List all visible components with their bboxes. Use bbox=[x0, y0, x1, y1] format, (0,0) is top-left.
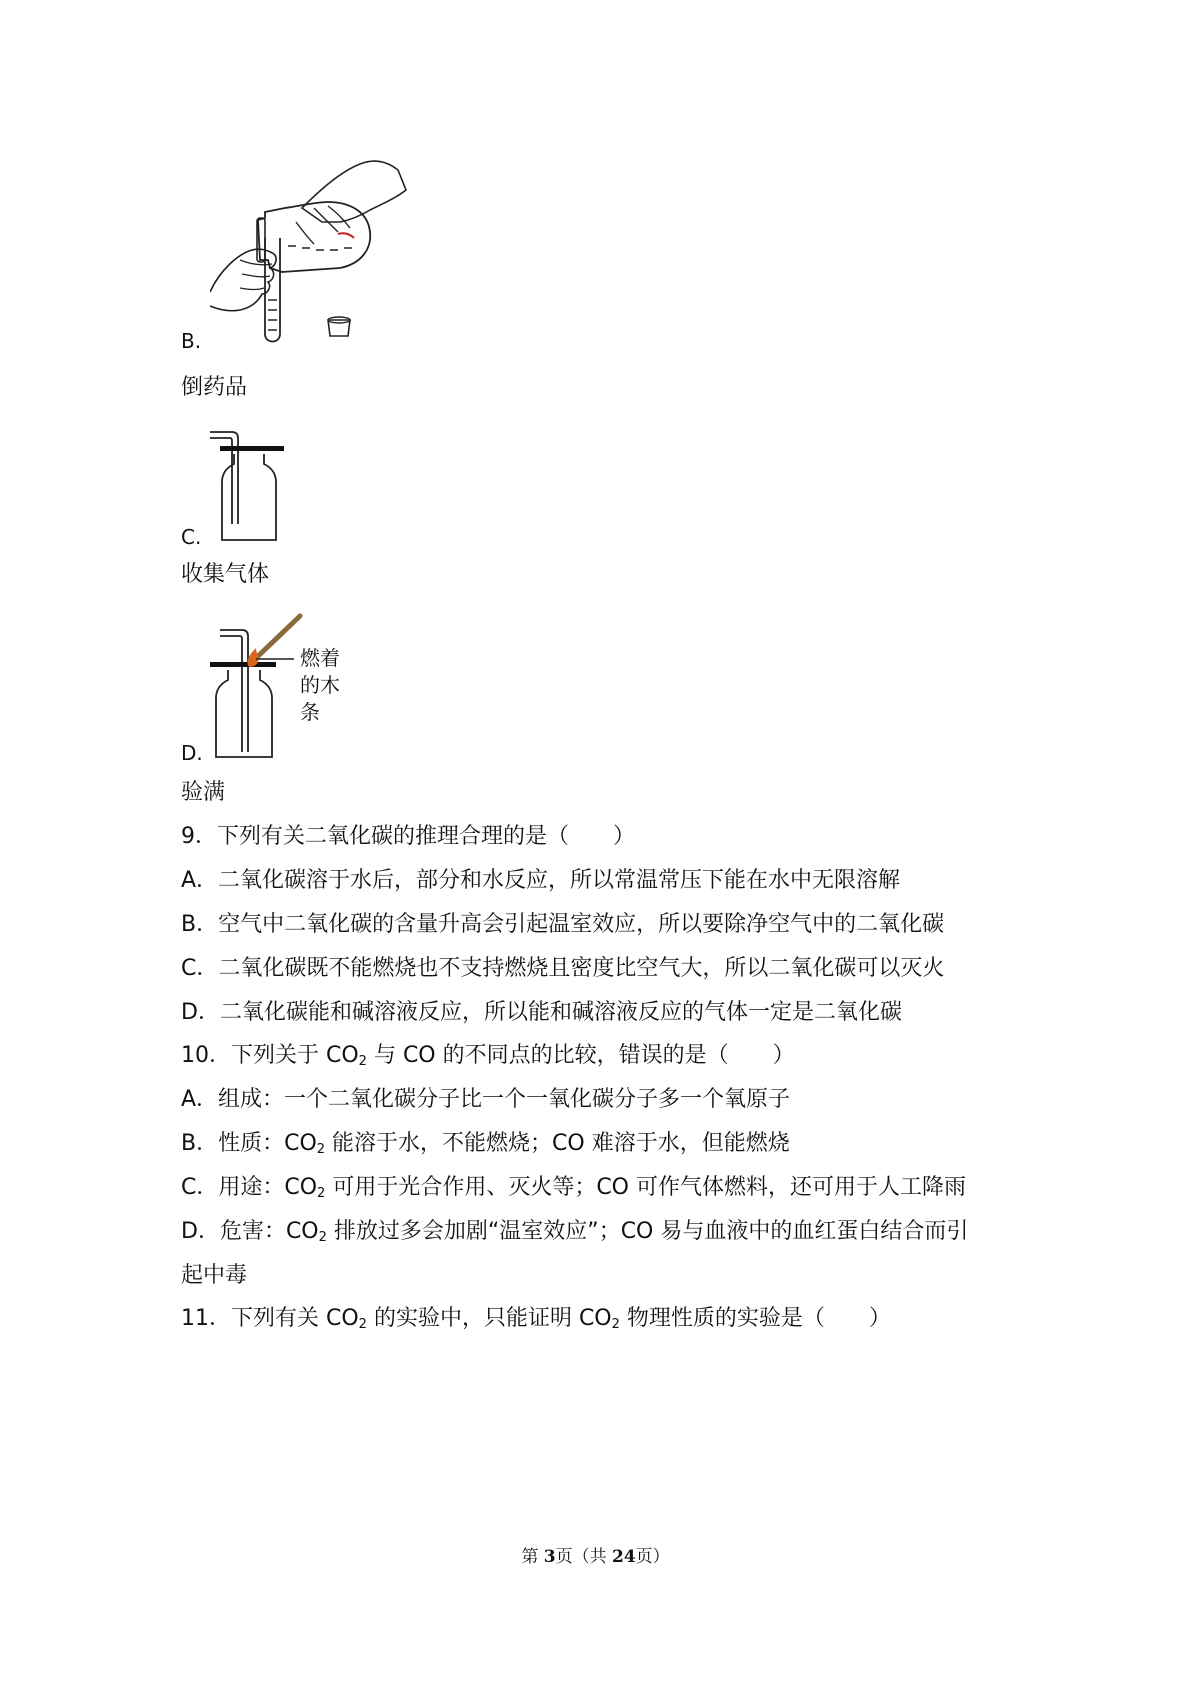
q10-option-b bbox=[181, 1129, 790, 1159]
pouring-reagent-figure bbox=[210, 150, 410, 380]
footer-suffix: 页） bbox=[635, 1547, 670, 1567]
q10-option-b-part-1: B．性质：CO bbox=[181, 1131, 317, 1156]
q11-stem bbox=[181, 1304, 891, 1334]
collecting-gas-figure bbox=[210, 420, 300, 545]
q9-option-a: A．二氧化碳溶于水后，部分和水反应，所以常温常压下能在水中无限溶解 bbox=[181, 868, 901, 893]
burning-stick-label-line-3: 条 bbox=[300, 700, 320, 724]
q10-stem bbox=[181, 1041, 795, 1071]
option-c-caption: 收集气体 bbox=[181, 562, 270, 587]
q10-option-d-part-1: D．危害：CO bbox=[181, 1219, 319, 1244]
q10-stem-part-1: 10．下列关于 CO bbox=[181, 1043, 359, 1068]
q9-option-c: C．二氧化碳既不能燃烧也不支持燃烧且密度比空气大，所以二氧化碳可以灭火 bbox=[181, 956, 945, 981]
q10-option-a: A．组成：一个二氧化碳分子比一个一氧化碳分子多一个氧原子 bbox=[181, 1087, 791, 1112]
subscript-2: 2 bbox=[318, 1230, 327, 1245]
burning-stick-label-line-1: 燃着 bbox=[300, 646, 340, 670]
page-number: 3 bbox=[543, 1547, 556, 1567]
burning-stick-label-line-2: 的木 bbox=[300, 673, 340, 697]
subscript-2: 2 bbox=[316, 1142, 326, 1157]
q9-option-d: D．二氧化碳能和碱溶液反应，所以能和碱溶液反应的气体一定是二氧化碳 bbox=[181, 1000, 902, 1025]
q10-option-d-continuation: 起中毒 bbox=[181, 1263, 248, 1288]
subscript-2: 2 bbox=[317, 1186, 326, 1201]
q10-option-d bbox=[181, 1217, 968, 1247]
q11-stem-part-1: 11．下列有关 CO bbox=[181, 1306, 359, 1331]
page-footer bbox=[0, 1545, 1191, 1569]
option-b-letter: B. bbox=[181, 329, 202, 353]
total-pages: 24 bbox=[611, 1547, 636, 1567]
footer-prefix: 第 bbox=[521, 1547, 544, 1567]
q10-option-c bbox=[181, 1173, 966, 1203]
subscript-2: 2 bbox=[611, 1317, 620, 1332]
q10-option-d-part-2: 排放过多会加剧“温室效应”；CO 易与血液中的血红蛋白结合而引 bbox=[326, 1219, 969, 1244]
q10-option-b-part-2: 能溶于水，不能燃烧；CO 难溶于水，但能燃烧 bbox=[325, 1131, 790, 1156]
q9-stem: 9．下列有关二氧化碳的推理合理的是（ ） bbox=[181, 824, 635, 849]
option-d-letter: D. bbox=[181, 741, 203, 765]
footer-middle: 页（共 bbox=[555, 1547, 612, 1567]
option-b-caption: 倒药品 bbox=[181, 375, 248, 400]
q11-stem-part-3: 物理性质的实验是（ ） bbox=[619, 1306, 891, 1331]
subscript-2: 2 bbox=[358, 1317, 367, 1332]
q10-option-c-part-1: C．用途：CO bbox=[181, 1175, 318, 1200]
q10-stem-part-2: 与 CO 的不同点的比较，错误的是（ ） bbox=[366, 1043, 795, 1068]
q11-stem-part-2: 的实验中，只能证明 CO bbox=[366, 1306, 612, 1331]
option-c-letter: C. bbox=[181, 525, 202, 549]
burning-stick-label bbox=[300, 645, 340, 726]
subscript-2: 2 bbox=[358, 1054, 367, 1069]
q10-option-c-part-2: 可用于光合作用、灭火等；CO 可作气体燃料，还可用于人工降雨 bbox=[325, 1175, 966, 1200]
option-d-caption: 验满 bbox=[181, 780, 226, 805]
q9-option-b: B．空气中二氧化碳的含量升高会引起温室效应，所以要除净空气中的二氧化碳 bbox=[181, 912, 945, 937]
